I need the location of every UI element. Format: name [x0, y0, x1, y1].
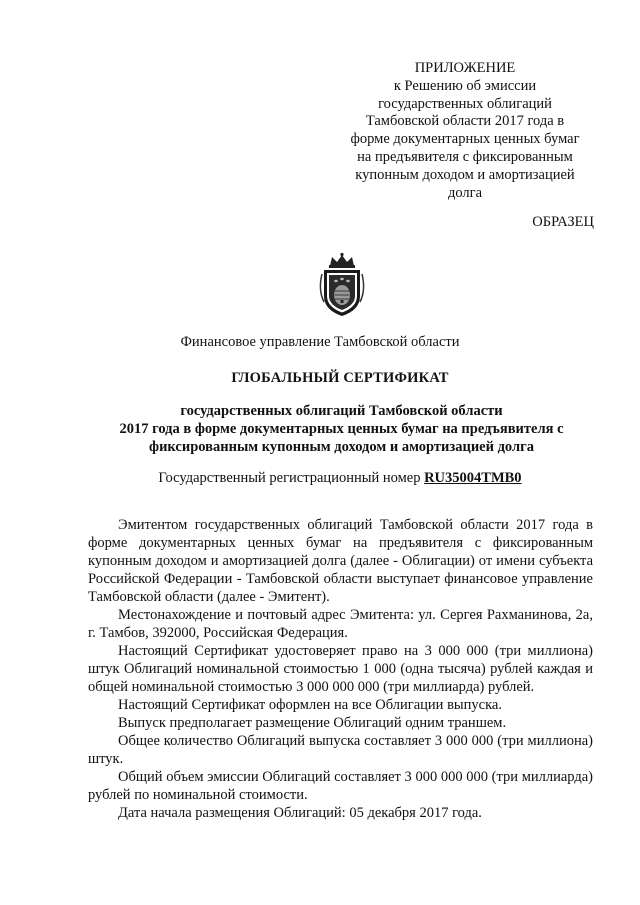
subtitle-line: государственных облигаций Тамбовской области — [180, 403, 503, 419]
coat-of-arms-icon — [315, 252, 369, 318]
appendix-line: купонным доходом и амортизацией — [355, 166, 575, 183]
appendix-line: к Решению об эмиссии — [393, 77, 537, 94]
registration-label: Государственный регистрационный номер — [158, 470, 421, 486]
registration-line — [0, 470, 640, 487]
document-subtitle — [95, 402, 588, 456]
issuer-name: Финансовое управление Тамбовской области — [180, 334, 460, 350]
appendix-block — [340, 60, 590, 202]
registration-number: RU35004TMB0 — [424, 470, 522, 486]
body-paragraph: Настоящий Сертификат удостоверяет право на 3 000 000 (три миллиона) штук Облигаций номинальной стоимостью 1 000 (одна тысяча) рублей каждая и общей номинальной стоимостью 3 000 000 000 (три миллиарда) рублей. — [88, 643, 593, 695]
body-paragraph: Выпуск предполагает размещение Облигаций одним траншем. — [118, 715, 507, 731]
certificate-body — [88, 516, 593, 822]
body-paragraph: Общий объем эмиссии Облигаций составляет 3 000 000 000 (три миллиарда) рублей по номинальной стоимости. — [88, 769, 593, 803]
subtitle-line: фиксированным купонным доходом и амортизацией долга — [149, 439, 534, 455]
appendix-line: долга — [447, 184, 483, 201]
appendix-line: на предъявителя с фиксированным — [357, 148, 573, 165]
sample-label: ОБРАЗЕЦ — [532, 214, 594, 230]
body-paragraph: Местонахождение и почтовый адрес Эмитента: ул. Сергея Рахманинова, 2а, г. Тамбов, 392000, Российская Федерация. — [88, 607, 593, 641]
appendix-line: Тамбовской области 2017 года в — [365, 113, 565, 130]
appendix-heading: ПРИЛОЖЕНИЕ — [414, 60, 516, 76]
body-paragraph: Настоящий Сертификат оформлен на все Облигации выпуска. — [118, 697, 502, 713]
body-paragraph: Эмитентом государственных облигаций Тамбовской области 2017 года в форме документарных ценных бумаг на предъявителя с фиксированным купонным доходом и амортизацией долга (далее - Облигации) от имени субъекта Российской Федерации - Тамбовской области выступает финансовое управление Тамбовской области (далее - Эмитент). — [88, 517, 593, 605]
document-title: ГЛОБАЛЬНЫЙ СЕРТИФИКАТ — [231, 370, 449, 386]
body-paragraph: Дата начала размещения Облигаций: 05 декабря 2017 года. — [118, 805, 482, 821]
subtitle-line: 2017 года в форме документарных ценных бумаг на предъявителя с — [119, 421, 564, 437]
body-paragraph: Общее количество Облигаций выпуска составляет 3 000 000 (три миллиона) штук. — [88, 733, 593, 767]
appendix-line: форме документарных ценных бумаг — [350, 131, 580, 148]
appendix-line: государственных облигаций — [378, 95, 552, 112]
